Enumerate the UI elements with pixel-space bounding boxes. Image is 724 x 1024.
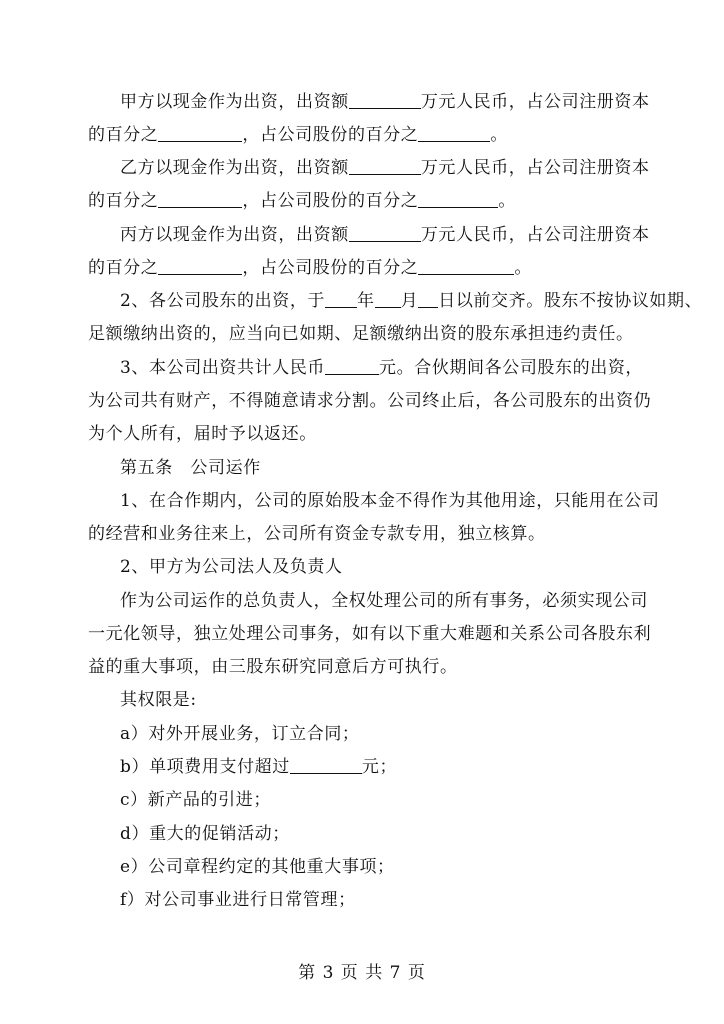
- text-span: 3、本公司出资共计人民币: [120, 358, 326, 378]
- text-span: 为个人所有，届时予以返还。: [88, 424, 317, 444]
- fill-blank: [325, 358, 379, 375]
- paragraph-op-1-line2: [88, 524, 546, 544]
- text-span: 万元人民币，占公司注册资本: [420, 225, 650, 245]
- text-span: 益的重大事项，由三股东研究同意后方可执行。: [88, 657, 458, 677]
- list-item-b: [120, 757, 397, 777]
- paragraph-op-duty-line1: [120, 591, 648, 611]
- text-span: 一元化领导，独立处理公司事务，如有以下重大难题和关系公司各股东利: [88, 624, 652, 644]
- paragraph-clause-2-line2: [88, 324, 634, 344]
- paragraph-party-b-line2: [88, 191, 516, 211]
- text-span: 月: [400, 291, 419, 311]
- text-span: 。: [498, 191, 517, 211]
- section-heading: [120, 458, 261, 478]
- text-span: 作为公司运作的总负责人，全权处理公司的所有事务，必须实现公司: [120, 591, 648, 611]
- fill-blank: [290, 757, 362, 774]
- text-span: ，占公司股份的百分之: [242, 125, 419, 145]
- paragraph-authority: [120, 690, 197, 710]
- text-span: 其权限是:: [120, 690, 197, 710]
- paragraph-party-a-line2: [88, 125, 508, 145]
- paragraph-op-1-line1: [120, 491, 659, 511]
- paragraph-party-c-line2: [88, 258, 532, 278]
- text-span: 元；: [361, 757, 398, 777]
- paragraph-op-duty-line2: [88, 624, 651, 644]
- text-span: e）公司章程约定的其他重大事项；: [120, 857, 395, 877]
- text-span: 乙方以现金作为出资，出资额: [120, 158, 349, 178]
- text-span: 足额缴纳出资的，应当向已如期、足额缴纳出资的股东承担违约责任。: [88, 324, 634, 344]
- text-span: 元。合伙期间各公司股东的出资，: [379, 358, 644, 378]
- list-item-e: [120, 857, 395, 877]
- paragraph-clause-2-line1: [120, 291, 702, 311]
- fill-blank: [375, 291, 401, 308]
- text-span: 2、各公司股东的出资，于: [120, 291, 326, 311]
- text-span: f）对公司事业进行日常管理；: [120, 890, 356, 910]
- text-span: 的百分之: [88, 258, 159, 278]
- fill-blank: [418, 291, 438, 308]
- text-span: 的经营和业务往来上，公司所有资金专款专用，独立核算。: [88, 524, 546, 544]
- list-item-d: [120, 824, 290, 844]
- fill-blank: [158, 258, 242, 275]
- text-span: ，占公司股份的百分之: [242, 191, 419, 211]
- paragraph-op-2: [120, 557, 343, 577]
- paragraph-party-a-line1: [120, 92, 650, 112]
- text-span: 日以前交齐。股东不按协议如期、: [438, 291, 703, 311]
- fill-blank: [158, 125, 242, 142]
- fill-blank: [349, 225, 421, 242]
- heading-text: 第五条 公司运作: [120, 458, 261, 478]
- list-item-c: [120, 790, 271, 810]
- paragraph-party-b-line1: [120, 158, 650, 178]
- paragraph-clause-3-line1: [120, 358, 643, 378]
- paragraph-party-c-line1: [120, 225, 650, 245]
- paragraph-clause-3-line3: [88, 424, 317, 444]
- text-span: 甲方以现金作为出资，出资额: [120, 92, 349, 112]
- text-span: 2、甲方为公司法人及负责人: [120, 557, 343, 577]
- text-span: c）新产品的引进；: [120, 790, 271, 810]
- text-span: b）单项费用支付超过: [120, 757, 290, 777]
- fill-blank: [418, 125, 490, 142]
- text-span: ，占公司股份的百分之: [242, 258, 419, 278]
- text-span: 的百分之: [88, 191, 159, 211]
- fill-blank: [349, 92, 421, 109]
- text-span: 的百分之: [88, 125, 159, 145]
- text-span: 。: [490, 125, 509, 145]
- list-item-f: [120, 890, 356, 910]
- fill-blank: [325, 291, 357, 308]
- text-span: d）重大的促销活动；: [120, 824, 290, 844]
- text-span: 为公司共有财产，不得随意请求分割。公司终止后，各公司股东的出资仍: [88, 391, 652, 411]
- text-span: 年: [357, 291, 375, 311]
- fill-blank: [418, 191, 498, 208]
- paragraph-clause-3-line2: [88, 391, 651, 411]
- fill-blank: [349, 158, 421, 175]
- page-number-footer: 第 3 页 共 7 页: [298, 963, 426, 983]
- fill-blank: [158, 191, 242, 208]
- text-span: 。: [514, 258, 533, 278]
- paragraph-op-duty-line3: [88, 657, 458, 677]
- list-item-a: [120, 724, 360, 744]
- text-span: 万元人民币，占公司注册资本: [420, 158, 650, 178]
- text-span: 万元人民币，占公司注册资本: [420, 92, 650, 112]
- text-span: 丙方以现金作为出资，出资额: [120, 225, 349, 245]
- fill-blank: [418, 258, 514, 275]
- text-span: a）对外开展业务，订立合同；: [120, 724, 360, 744]
- text-span: 1、在合作期内，公司的原始股本金不得作为其他用途，只能用在公司: [120, 491, 660, 511]
